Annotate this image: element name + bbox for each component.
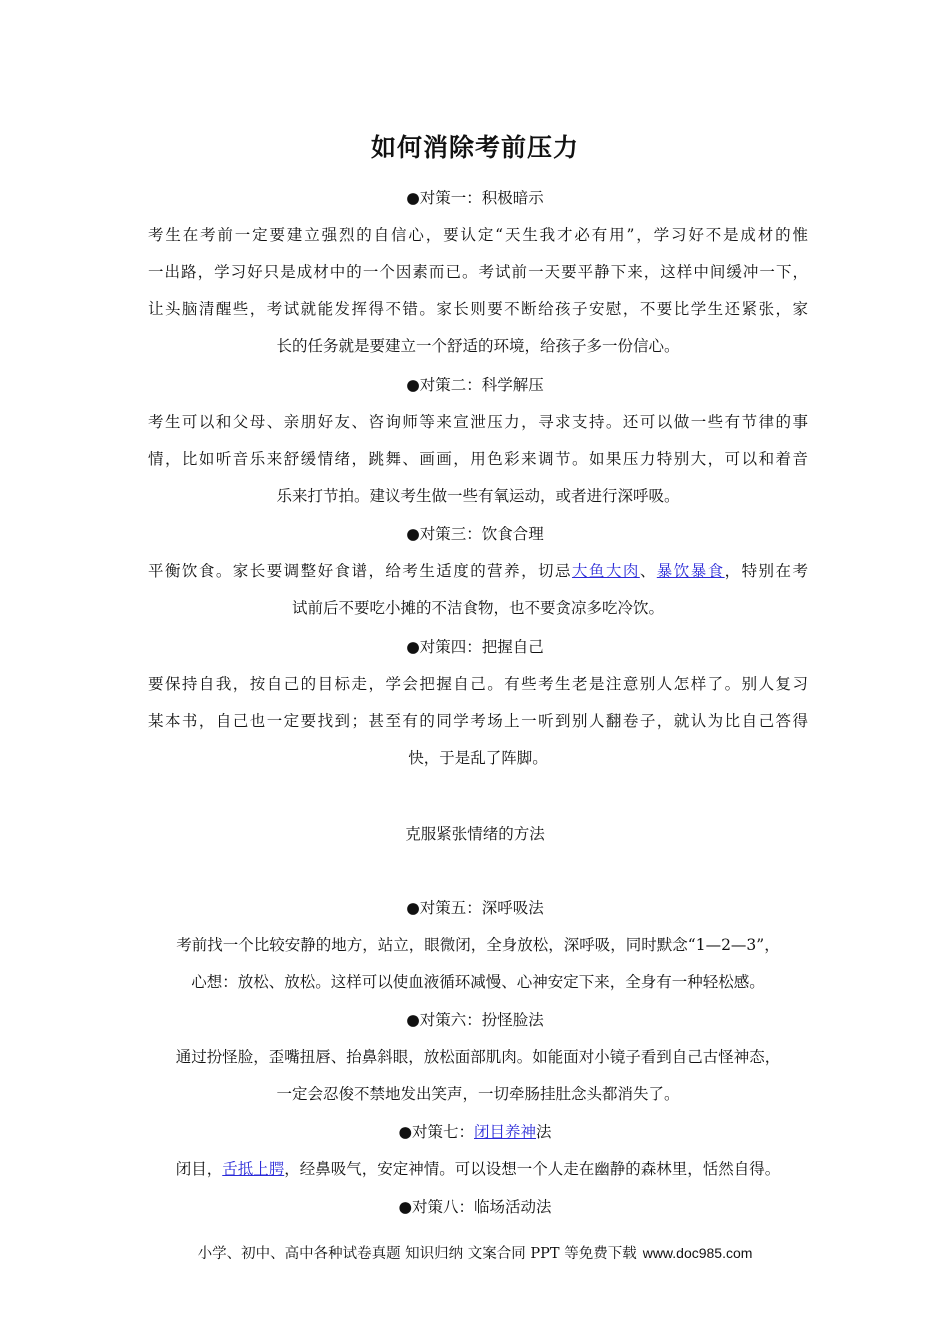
section-paragraph-4 [148,666,808,777]
paragraph-line: 乐来打节拍。建议考生做一些有氧运动，或者进行深呼吸。 [276,487,680,505]
paragraph-line: 考前找一个比较安静的地方，站立，眼微闭，全身放松，深呼吸，同时默念“1—2—3”， [176,936,780,954]
section-paragraph-3 [148,553,808,627]
section-paragraph-6 [148,1039,808,1113]
section-paragraph-1 [148,217,808,365]
paragraph-line: 快，于是乱了阵脚。 [408,749,548,767]
section-paragraph-2 [148,404,808,515]
line-text: 、 [639,562,657,580]
paragraph-line: 要保持自我，按自己的目标走，学会把握自己。有些考生老是注意别人怎样了。别人复习 [148,675,808,693]
paragraph-line: 心想：放松、放松。这样可以使血液循环减慢、心神安定下来，全身有一种轻松感。 [191,973,765,991]
paragraph-line: 长的任务就是要建立一个舒适的环境，给孩子多一份信心。 [276,337,680,355]
section-heading-7 [0,1120,950,1144]
section-paragraph-5 [148,927,808,1001]
section-heading-2: ●对策二：科学解压 [406,376,544,394]
section-heading-1: ●对策一：积极暗示 [406,189,544,207]
link-close-eyes-rest[interactable]: 闭目养神 [474,1123,537,1141]
paragraph-line: 考生在考前一定要建立强烈的自信心，要认定“天生我才必有用”，学习好不是成材的惟 [148,226,808,244]
paragraph-line: 一出路，学习好只是成材中的一个因素而已。考试前一天要平静下来，这样中间缓冲一下， [148,263,808,281]
page-title: 如何消除考前压力 [370,133,579,162]
footer-site-link[interactable]: www.doc985.com [642,1245,753,1261]
paragraph-line: 一定会忍俊不禁地发出笑声，一切牵肠挂肚念头都消失了。 [276,1085,680,1103]
page-footer [0,1241,950,1266]
link-big-fish-meat[interactable]: 大鱼大肉 [571,562,640,580]
paragraph-line: 试前后不要吃小摊的不洁食物，也不要贪凉多吃冷饮。 [291,599,664,617]
section-heading-8: ●对策八：临场活动法 [398,1198,552,1216]
footer-text: 小学、初中、高中各种试卷真题 知识归纳 文案合同 PPT 等免费下载 [197,1246,637,1262]
section-paragraph-7 [148,1151,808,1188]
paragraph-line: 让头脑清醒些，考试就能发挥得不错。家长则要不断给孩子安慰，不要比学生还紧张，家 [148,300,808,318]
link-tongue-palate[interactable]: 舌抵上腭 [222,1160,285,1178]
paragraph-line: 考生可以和父母、亲朋好友、咨询师等来宣泄压力，寻求支持。还可以做一些有节律的事 [148,413,808,431]
subtitle: 克服紧张情绪的方法 [405,825,545,843]
section-heading-4: ●对策四：把握自己 [406,638,544,656]
section-heading-3: ●对策三：饮食合理 [406,525,544,543]
line-text: ，特别在考 [724,562,808,580]
paragraph-line: 通过扮怪脸，歪嘴扭唇、抬鼻斜眼，放松面部肌肉。如能面对小镜子看到自己古怪神态， [175,1048,781,1066]
paragraph-line [148,553,808,590]
heading-text: ●对策七： [398,1123,474,1141]
paragraph-line: 某本书，自己也一定要找到；甚至有的同学考场上一听到别人翻卷子，就认为比自己答得 [148,712,808,730]
section-heading-5: ●对策五：深呼吸法 [406,899,544,917]
line-text: 平衡饮食。家长要调整好食谱，给考生适度的营养，切忌 [148,562,572,580]
heading-text: 法 [536,1123,552,1141]
line-text: 闭目， [175,1160,223,1178]
section-heading-6: ●对策六：扮怪脸法 [406,1011,544,1029]
link-binge-eating[interactable]: 暴饮暴食 [656,562,725,580]
paragraph-line: 情，比如听音乐来舒缓情绪，跳舞、画画，用色彩来调节。如果压力特别大，可以和着音 [148,450,808,468]
line-text: ，经鼻吸气，安定神情。可以设想一个人走在幽静的森林里，恬然自得。 [284,1160,781,1178]
paragraph-line [148,1151,808,1188]
